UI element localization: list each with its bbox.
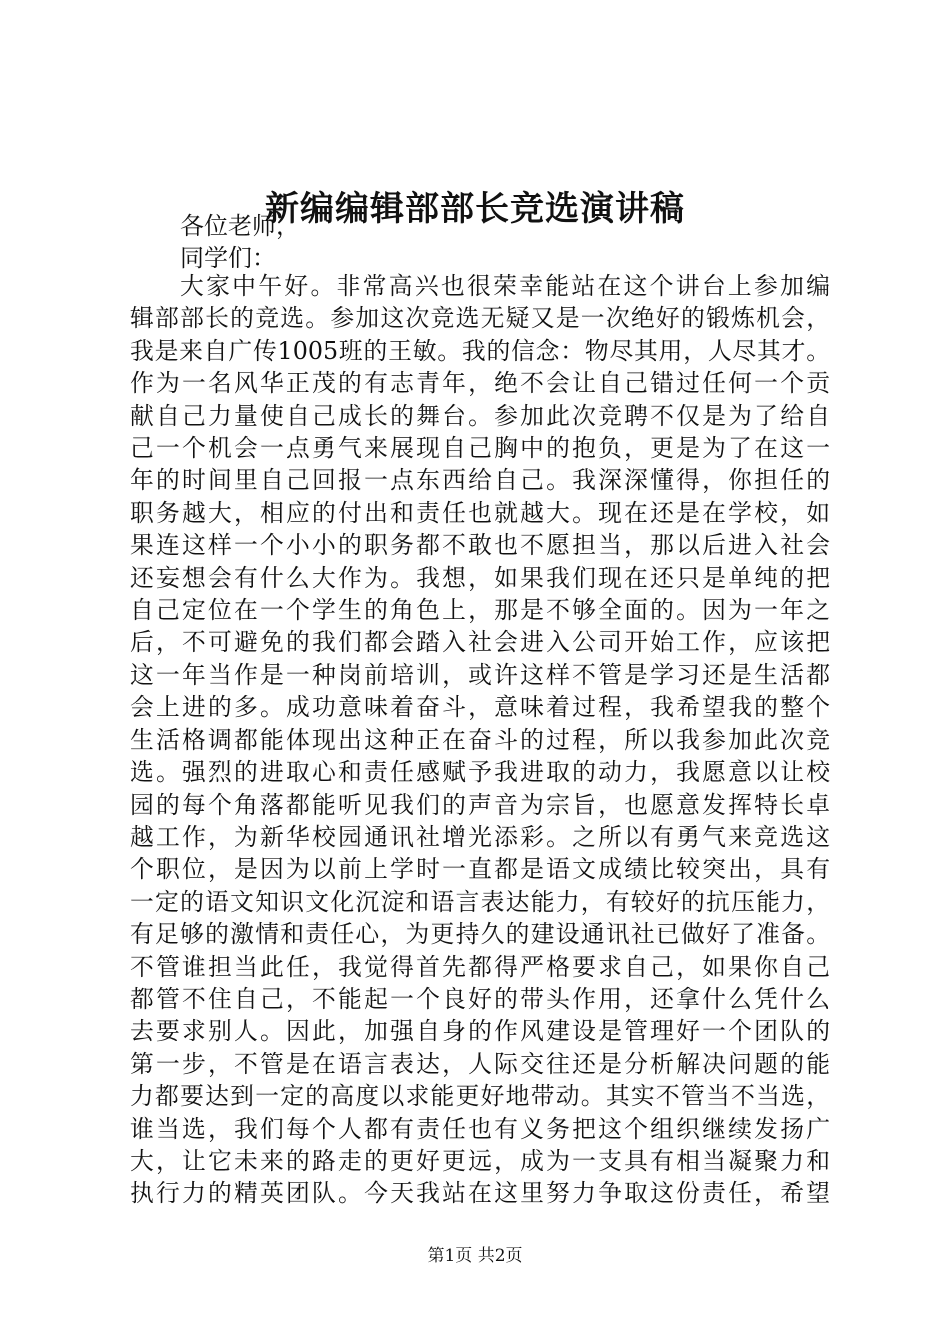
- salutation-teachers: 各位老师，: [180, 212, 300, 240]
- body-line: 不管谁担当此任，我觉得首先都得严格要求自己，如果你自己: [130, 952, 830, 981]
- body-line: 生活格调都能体现出这种正在奋斗的过程，所以我参加此次竞: [130, 725, 830, 754]
- body-line: 果连这样一个小小的职务都不敢也不愿担当，那以后进入社会: [130, 531, 830, 560]
- speech-body: [130, 270, 830, 1210]
- body-line: 献自己力量使自己成长的舞台。参加此次竞聘不仅是为了给自: [130, 401, 830, 430]
- body-line: 个职位，是因为以前上学时一直都是语文成绩比较突出，具有: [130, 855, 830, 884]
- body-line: 园的每个角落都能听见我们的声音为宗旨，也愿意发挥特长卓: [130, 790, 830, 819]
- body-line: 作为一名风华正茂的有志青年，绝不会让自己错过任何一个贡: [130, 369, 830, 398]
- body-line: 辑部部长的竞选。参加这次竞选无疑又是一次绝好的锻炼机会，: [130, 304, 830, 333]
- body-line: 我是来自广传1005班的王敏。我的信念：物尽其用，人尽其才。: [130, 336, 830, 365]
- body-line: 大家中午好。非常高兴也很荣幸能站在这个讲台上参加编: [180, 272, 830, 300]
- body-line: 第一步，不管是在语言表达，人际交往还是分析解决问题的能: [130, 1049, 830, 1078]
- salutation-students: 同学们：: [180, 244, 276, 272]
- document-title: 新编编辑部部长竞选演讲稿: [265, 189, 685, 229]
- body-line: 力都要达到一定的高度以求能更好地带动。其实不管当不当选，: [130, 1082, 830, 1111]
- body-line: 越工作，为新华校园通讯社增光添彩。之所以有勇气来竞选这: [130, 822, 830, 851]
- body-line: 自己定位在一个学生的角色上，那是不够全面的。因为一年之: [130, 596, 830, 625]
- body-line: 后，不可避免的我们都会踏入社会进入公司开始工作，应该把: [130, 628, 830, 657]
- body-line: 都管不住自己，不能起一个良好的带头作用，还拿什么凭什么: [130, 984, 830, 1013]
- body-line: 谁当选，我们每个人都有责任也有义务把这个组织继续发扬广: [130, 1114, 830, 1143]
- body-line: 这一年当作是一种岗前培训，或许这样不管是学习还是生活都: [130, 660, 830, 689]
- body-line: 己一个机会一点勇气来展现自己胸中的抱负，更是为了在这一: [130, 434, 830, 463]
- page-number-footer: 第1页 共2页: [427, 1246, 523, 1266]
- body-line: 选。强烈的进取心和责任感赋予我进取的动力，我愿意以让校: [130, 758, 830, 787]
- body-line: 还妄想会有什么大作为。我想，如果我们现在还只是单纯的把: [130, 563, 830, 592]
- body-line: 执行力的精英团队。今天我站在这里努力争取这份责任，希望: [130, 1179, 830, 1208]
- body-line: 去要求别人。因此，加强自身的作风建设是管理好一个团队的: [130, 1017, 830, 1046]
- body-line: 大，让它未来的路走的更好更远，成为一支具有相当凝聚力和: [130, 1146, 830, 1175]
- body-line: 年的时间里自己回报一点东西给自己。我深深懂得，你担任的: [130, 466, 830, 495]
- body-line: 有足够的激情和责任心，为更持久的建设通讯社已做好了准备。: [130, 920, 830, 949]
- body-line: 会上进的多。成功意味着奋斗，意味着过程，我希望我的整个: [130, 693, 830, 722]
- body-line: 一定的语文知识文化沉淀和语言表达能力，有较好的抗压能力，: [130, 887, 830, 916]
- body-line: 职务越大，相应的付出和责任也就越大。现在还是在学校，如: [130, 498, 830, 527]
